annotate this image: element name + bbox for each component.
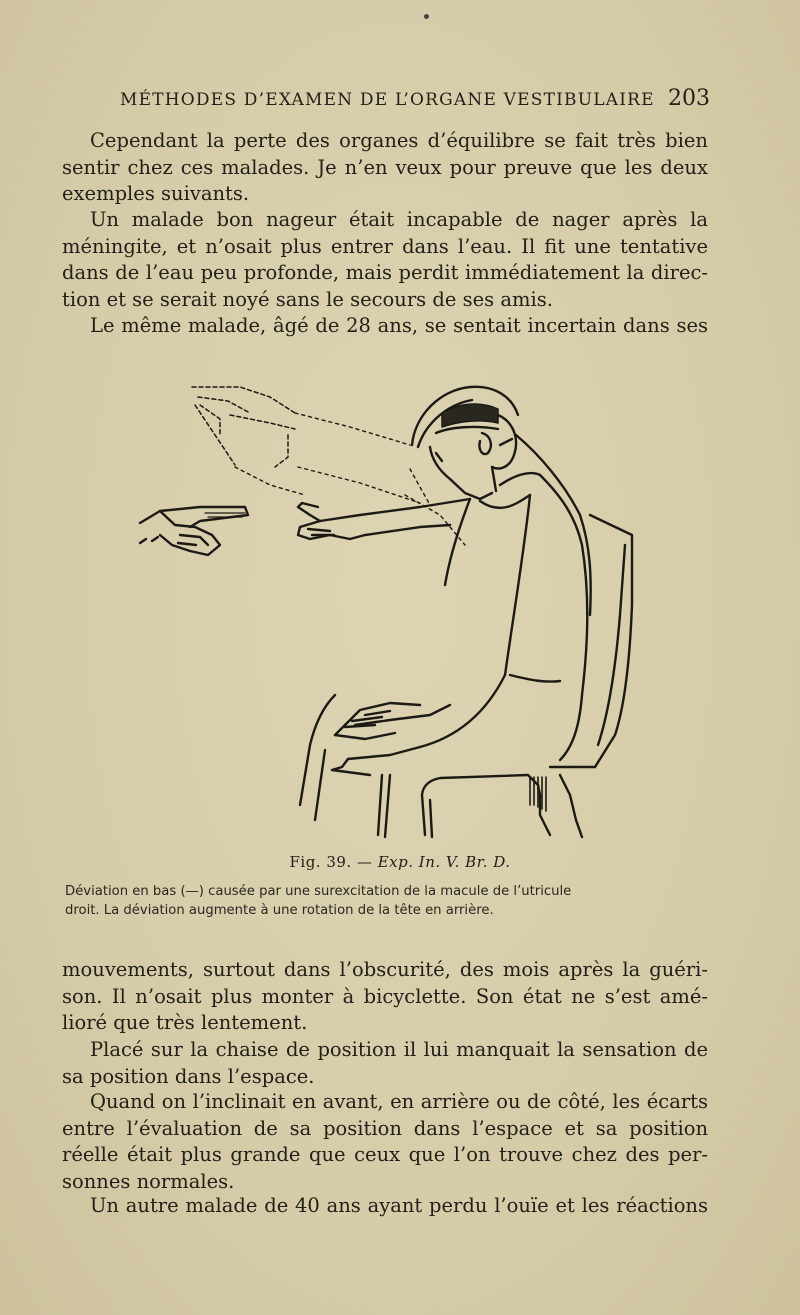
text-line: sentir chez ces malades. Je n’en veux pour preuve que les deux [62, 155, 708, 179]
figure-title [0, 853, 800, 871]
paragraph-3 [62, 313, 708, 340]
printer-dot [424, 14, 429, 19]
position-chair [300, 515, 632, 837]
text-line: méningite, et n’osait plus entrer dans l’eau. Il fit une tentative [62, 234, 708, 258]
text-line: Un malade bon nageur était incapable de nager après la [90, 208, 708, 231]
pointing-hand-left [140, 507, 248, 555]
text-line: Le même malade, âgé de 28 ans, se sentait incertain dans ses [90, 314, 708, 337]
text-line: entre l’évaluation de sa position dans l’espace et sa position [62, 1116, 708, 1140]
caption-line: droit. La déviation augmente à une rotation de la tête en arrière. [65, 903, 494, 918]
paragraph-4 [62, 957, 708, 1037]
text-line: sa position dans l’espace. [62, 1064, 315, 1088]
running-title: MÉTHODES D’EXAMEN DE L’ORGANE VESTIBULAIRE [120, 90, 655, 110]
figure-title-italic: Exp. In. V. Br. D. [377, 853, 511, 871]
paragraph-6 [62, 1089, 708, 1195]
paragraph-5 [62, 1037, 708, 1090]
text-line: Placé sur la chaise de position il lui manquait la sensation de [90, 1038, 708, 1061]
text-line: Un autre malade de 40 ans ayant perdu l’ouïe et les réactions [90, 1194, 708, 1217]
paragraph-2 [62, 207, 708, 313]
text-line: sonnes normales. [62, 1169, 235, 1193]
patient-arm [298, 499, 470, 539]
text-line: tion et se serait noyé sans le secours de ses amis. [62, 287, 553, 311]
text-line: Cependant la perte des organes d’équilibre se fait très bien [90, 129, 708, 152]
text-line: réelle était plus grande que ceux que l’on trouve chez des per- [62, 1143, 708, 1166]
caption-line: Déviation en bas (—) causée par une surexcitation de la macule de l’utricule [65, 884, 572, 899]
text-line: son. Il n’osait plus monter à bicyclette. Son état ne s’est amé- [62, 984, 708, 1008]
text-line: mouvements, surtout dans l’obscurité, des mois après la guéri- [62, 958, 708, 981]
figure-caption [65, 882, 705, 920]
patient-head [412, 387, 518, 499]
page-number: 203 [668, 86, 710, 111]
text-line: lioré que très lentement. [62, 1011, 308, 1034]
text-line: exemples suivants. [62, 182, 250, 205]
ghost-hand-upper [192, 387, 295, 467]
paragraph-7 [62, 1193, 708, 1220]
paragraph-1 [62, 128, 708, 208]
figure-label: Fig. 39. — [289, 853, 378, 871]
figure-illustration [120, 375, 650, 850]
text-line: Quand on l’inclinait en avant, en arrière ou de côté, les écarts [90, 1090, 708, 1113]
running-header [120, 86, 710, 116]
text-line: dans de l’eau peu profonde, mais perdit immédiatement la direc- [62, 261, 708, 284]
